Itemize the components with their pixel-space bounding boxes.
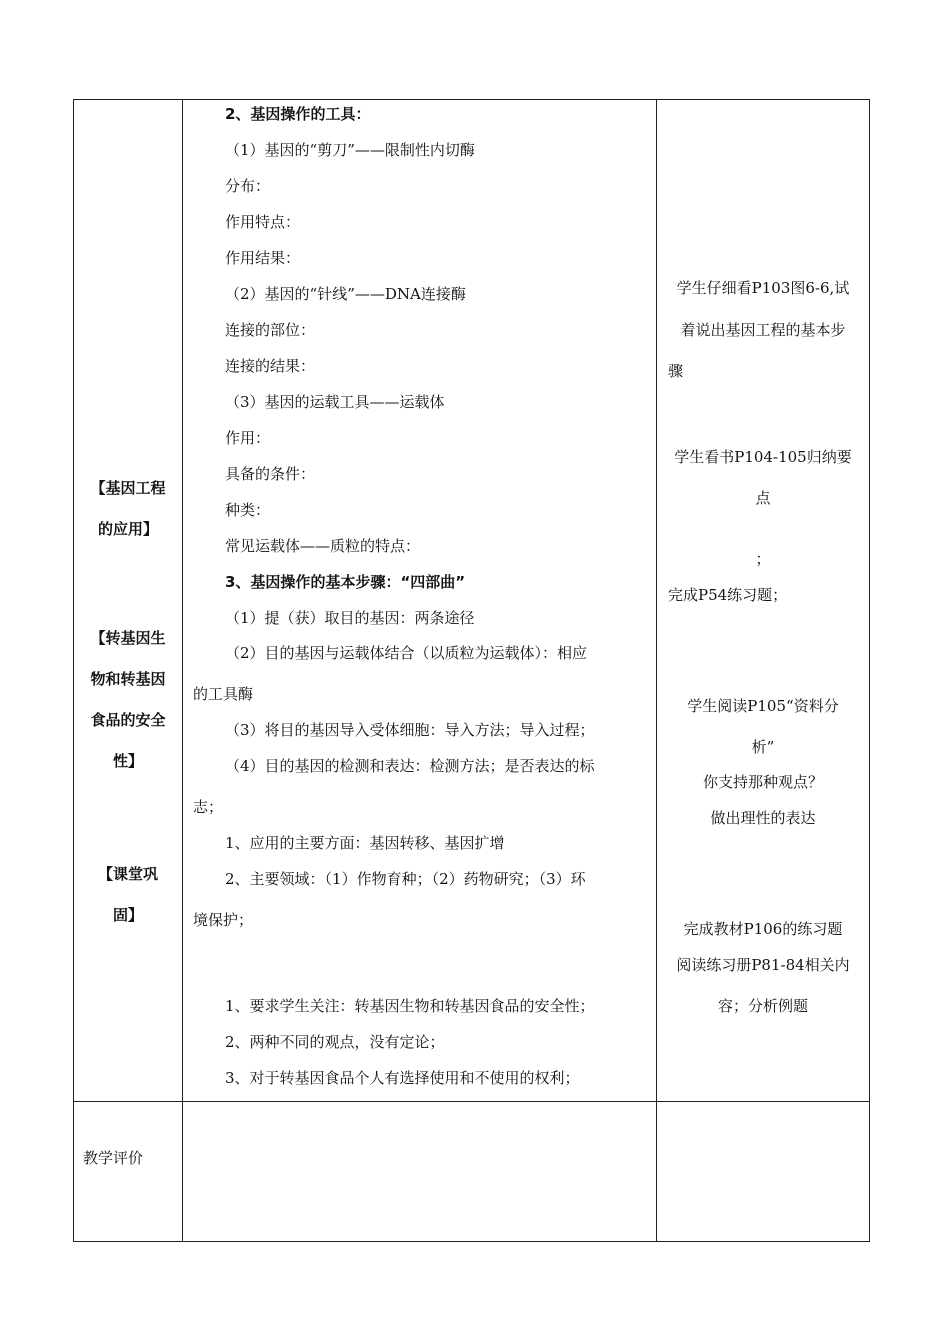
text-line: 连接的结果： [225,357,316,375]
activity-text: 骤 [668,362,684,380]
text-line: 作用结果： [225,249,301,267]
text-line: 作用： [225,429,271,447]
text-line: （1）提（获）取目的基因：两条途径 [225,609,475,627]
text-line: （2）目的基因与运载体结合（以质粒为运载体）：相应 [225,644,588,662]
section-label-application [75,478,181,539]
section-label-line: 固】 [112,906,143,924]
activity-text: 完成P54练习题； [668,586,788,604]
text-line: 志； [193,798,224,816]
activity-text: 析” [751,738,775,756]
text-line: （1）基因的“剪刀”——限制性内切酶 [225,141,475,159]
text-line: 常见运载体——质粒的特点： [225,537,421,555]
row-divider [73,1101,870,1102]
text-line: 的工具酶 [193,685,254,703]
activity-text: 你支持那种观点？ [702,773,823,791]
text-line: 分布： [225,177,271,195]
text-line: 种类： [225,501,271,519]
section-label-line: 【课堂巩 [97,865,158,883]
section-label-line: 食品的安全 [90,711,166,729]
activity-text: 学生阅读P105“资料分 [687,697,839,715]
section-label-line: 性】 [112,752,143,770]
activity-text: 学生仔细看P103图6-6,试 [676,279,850,297]
text-line: （3）基因的运载工具——运载体 [225,393,445,411]
text-line: 3、对于转基因食品个人有选择使用和不使用的权利； [225,1069,580,1087]
column-divider-left [182,99,183,1242]
text-line: 连接的部位： [225,321,316,339]
column-divider-right [656,99,657,1242]
text-line: （4）目的基因的检测和表达：检测方法；是否表达的标 [225,757,595,775]
section-label-line: 【基因工程 [90,479,166,497]
activity-text: 做出理性的表达 [710,809,816,827]
activity-text: 学生看书P104-105归纳要 [674,448,852,466]
section-label-safety [75,628,181,771]
activity-text: 完成教材P106的练习题 [683,920,843,938]
text-line: （3）将目的基因导入受体细胞：导入方法；导入过程； [225,721,595,739]
section-label-line: 物和转基因 [90,670,166,688]
text-line: 作用特点： [225,213,301,231]
section-label-line: 【转基因生 [90,629,166,647]
text-line: 具备的条件： [225,465,316,483]
text-line: 1、应用的主要方面：基因转移、基因扩增 [225,834,505,852]
activity-text: 容；分析例题 [717,997,808,1015]
section-label-consolidation [75,864,181,925]
steps-heading: 3、基因操作的基本步骤：“四部曲” [225,573,466,591]
text-line: 1、要求学生关注：转基因生物和转基因食品的安全性； [225,997,595,1015]
activity-text: 着说出基因工程的基本步 [680,321,846,339]
activity-text: 阅读练习册P81-84相关内 [676,956,850,974]
text-line: （2）基因的“针线”——DNA连接酶 [225,285,466,303]
activity-text: ； [755,550,771,568]
text-line: 境保护； [193,911,254,929]
text-line: 2、主要领域：（1）作物育种；（2）药物研究；（3）环 [225,870,586,888]
teaching-evaluation-label: 教学评价 [83,1149,144,1167]
activity-text: 点 [755,489,771,507]
text-line: 2、两种不同的观点，没有定论； [225,1033,445,1051]
section-label-line: 的应用】 [97,520,158,538]
tools-heading: 2、基因操作的工具： [225,105,371,123]
